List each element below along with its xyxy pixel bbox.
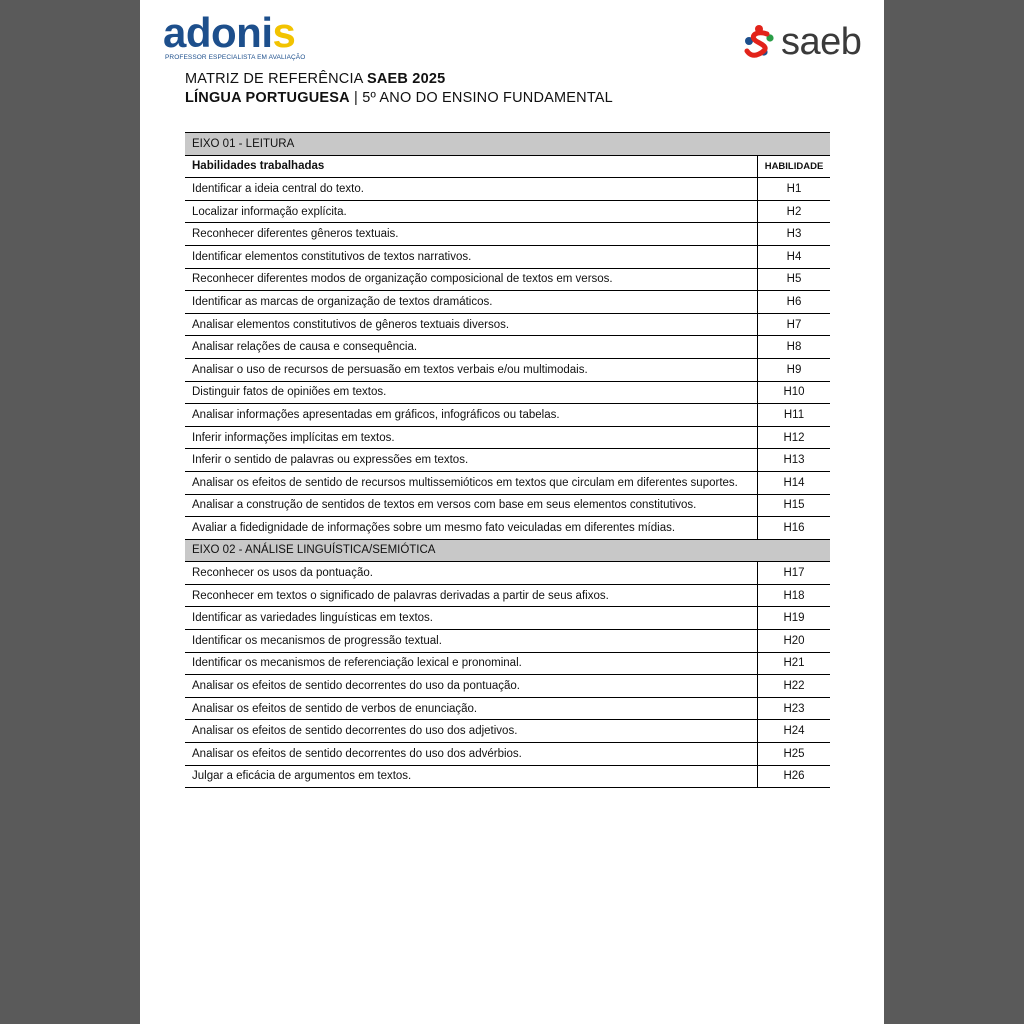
skill-code: H10 — [758, 381, 831, 404]
table-row — [185, 200, 830, 223]
saeb-symbol-icon — [743, 24, 779, 60]
skill-code: H7 — [758, 313, 831, 336]
skill-code: H20 — [758, 630, 831, 653]
skill-code: H5 — [758, 268, 831, 291]
skill-description: Identificar os mecanismos de referenciação lexical e pronominal. — [185, 652, 758, 675]
adonis-name-part2: s — [272, 9, 296, 56]
skill-code: H13 — [758, 449, 831, 472]
skill-description: Analisar elementos constitutivos de gêneros textuais diversos. — [185, 313, 758, 336]
skill-description: Reconhecer diferentes modos de organização composicional de textos em versos. — [185, 268, 758, 291]
table-row — [185, 765, 830, 788]
skill-description: Analisar a construção de sentidos de textos em versos com base em seus elementos constitutivos. — [185, 494, 758, 517]
skill-description: Distinguir fatos de opiniões em textos. — [185, 381, 758, 404]
skill-code: H1 — [758, 178, 831, 201]
table-row — [185, 517, 830, 540]
skill-code: H26 — [758, 765, 831, 788]
skill-description: Inferir informações implícitas em textos. — [185, 426, 758, 449]
table-row — [185, 743, 830, 766]
skill-code: H24 — [758, 720, 831, 743]
skill-description: Analisar os efeitos de sentido de recursos multissemióticos em textos que circulam em diferentes suportes. — [185, 471, 758, 494]
skill-description: Analisar informações apresentadas em gráficos, infográficos ou tabelas. — [185, 404, 758, 427]
skill-description: Analisar os efeitos de sentido de verbos de enunciação. — [185, 697, 758, 720]
skill-code: H14 — [758, 471, 831, 494]
table-row — [185, 223, 830, 246]
table-row — [185, 630, 830, 653]
table-row — [185, 381, 830, 404]
skill-code: H17 — [758, 562, 831, 585]
grade-level: | 5º ANO DO ENSINO FUNDAMENTAL — [349, 90, 613, 106]
column-header-code: HABILIDADE — [758, 155, 831, 178]
skill-code: H18 — [758, 584, 831, 607]
column-header-row — [185, 155, 830, 178]
table-row — [185, 358, 830, 381]
table-row — [185, 245, 830, 268]
adonis-name-i: i — [261, 9, 273, 56]
table-row — [185, 471, 830, 494]
skill-description: Julgar a eficácia de argumentos em textos. — [185, 765, 758, 788]
axis-header-row — [185, 539, 830, 562]
table-row — [185, 404, 830, 427]
saeb-wordmark: saeb — [781, 21, 862, 63]
document-subtitle — [185, 90, 613, 106]
table-row — [185, 449, 830, 472]
subject-name: LÍNGUA PORTUGUESA — [185, 90, 350, 106]
axis-title: EIXO 02 - ANÁLISE LINGUÍSTICA/SEMIÓTICA — [185, 539, 830, 562]
table-row — [185, 720, 830, 743]
document-title — [185, 71, 445, 87]
skill-code: H22 — [758, 675, 831, 698]
skill-description: Analisar o uso de recursos de persuasão em textos verbais e/ou multimodais. — [185, 358, 758, 381]
skill-code: H21 — [758, 652, 831, 675]
skill-description: Analisar relações de causa e consequência. — [185, 336, 758, 359]
skill-description: Identificar os mecanismos de progressão textual. — [185, 630, 758, 653]
skill-code: H25 — [758, 743, 831, 766]
skill-description: Analisar os efeitos de sentido decorrentes do uso dos adjetivos. — [185, 720, 758, 743]
adonis-tagline: PROFESSOR ESPECIALISTA EM AVALIAÇÃO — [165, 54, 306, 61]
skill-code: H23 — [758, 697, 831, 720]
skill-code: H15 — [758, 494, 831, 517]
table-row — [185, 697, 830, 720]
table-row — [185, 291, 830, 314]
table-row — [185, 652, 830, 675]
skill-code: H19 — [758, 607, 831, 630]
skill-code: H11 — [758, 404, 831, 427]
skill-code: H8 — [758, 336, 831, 359]
table-row — [185, 675, 830, 698]
skill-description: Identificar as variedades linguísticas em textos. — [185, 607, 758, 630]
skill-description: Identificar elementos constitutivos de textos narrativos. — [185, 245, 758, 268]
table-row — [185, 584, 830, 607]
saeb-logo — [743, 22, 873, 62]
table-row — [185, 494, 830, 517]
skill-code: H3 — [758, 223, 831, 246]
axis-header-row — [185, 133, 830, 156]
column-header-skills: Habilidades trabalhadas — [185, 155, 758, 178]
skill-description: Localizar informação explícita. — [185, 200, 758, 223]
axis-title: EIXO 01 - LEITURA — [185, 133, 830, 156]
skill-code: H9 — [758, 358, 831, 381]
skill-description: Analisar os efeitos de sentido decorrentes do uso dos advérbios. — [185, 743, 758, 766]
skill-description: Reconhecer em textos o significado de palavras derivadas a partir de seus afixos. — [185, 584, 758, 607]
adonis-name-part1: adon — [163, 9, 262, 56]
table-row — [185, 562, 830, 585]
skill-description: Reconhecer diferentes gêneros textuais. — [185, 223, 758, 246]
skill-description: Analisar os efeitos de sentido decorrentes do uso da pontuação. — [185, 675, 758, 698]
table-row — [185, 313, 830, 336]
skill-description: Reconhecer os usos da pontuação. — [185, 562, 758, 585]
adonis-logo — [163, 9, 323, 64]
title-bold: SAEB 2025 — [366, 71, 446, 87]
skill-code: H2 — [758, 200, 831, 223]
table-row — [185, 268, 830, 291]
skill-code: H6 — [758, 291, 831, 314]
skill-code: H4 — [758, 245, 831, 268]
table-row — [185, 178, 830, 201]
skill-code: H12 — [758, 426, 831, 449]
skill-description: Identificar as marcas de organização de textos dramáticos. — [185, 291, 758, 314]
table-row — [185, 336, 830, 359]
document-page — [140, 0, 884, 1024]
table-row — [185, 607, 830, 630]
skill-description: Avaliar a fidedignidade de informações sobre um mesmo fato veiculadas em diferentes mídias. — [185, 517, 758, 540]
skills-matrix-table — [185, 132, 830, 788]
skill-code: H16 — [758, 517, 831, 540]
skill-description: Inferir o sentido de palavras ou expressões em textos. — [185, 449, 758, 472]
table-row — [185, 426, 830, 449]
title-prefix: MATRIZ DE REFERÊNCIA — [185, 71, 367, 87]
skill-description: Identificar a ideia central do texto. — [185, 178, 758, 201]
